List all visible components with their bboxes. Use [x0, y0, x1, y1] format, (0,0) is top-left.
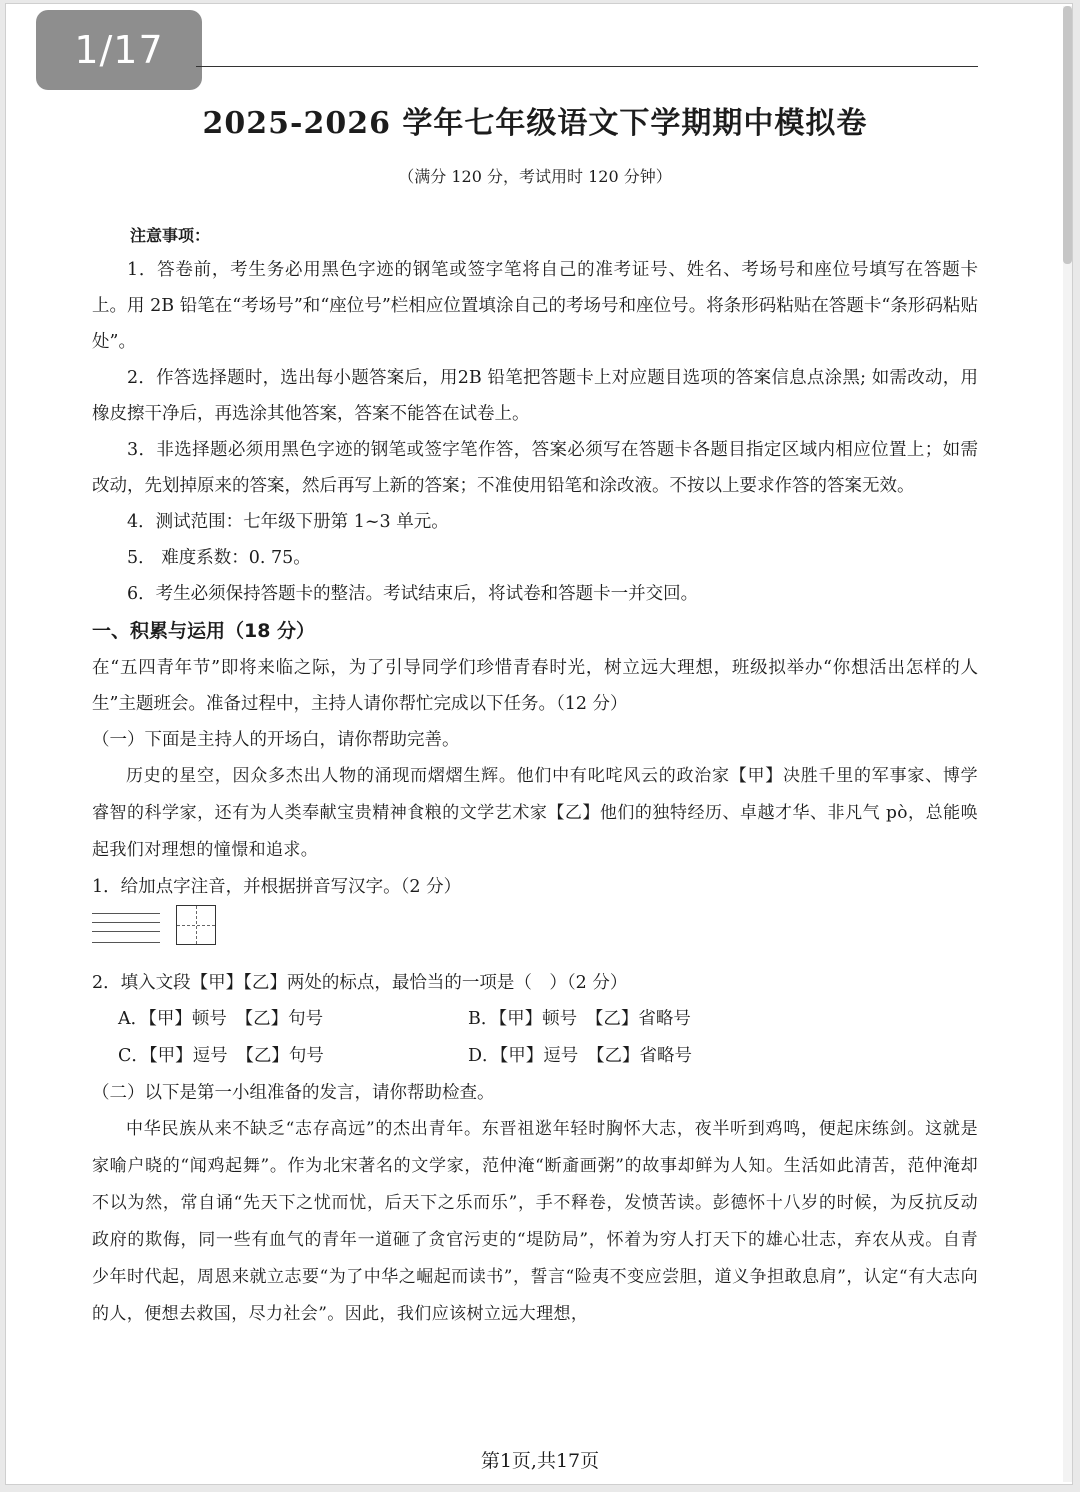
question-1: 1．给加点字注音，并根据拼音写汉字。（2 分） — [92, 877, 462, 897]
part-heading: （一）下面是主持人的开场白，请你帮助完善。 — [92, 730, 460, 750]
document-content — [92, 90, 978, 1333]
note-item: 4．测试范围：七年级下册第 1~3 单元。 — [127, 512, 449, 532]
note-item: 1．答卷前，考生务必用黑色字迹的钢笔或签字笔将自己的准考证号、姓名、考场号和座位号填写在答题卡上。用 2B 铅笔在“考场号”和“座位号”栏相应位置填涂自己的考场号和座位号。将条形码粘贴在答题卡“条形码粘贴处”。 — [92, 260, 978, 352]
header-rule — [196, 66, 978, 67]
answer-blank-row — [92, 905, 978, 965]
question-2: 2．填入文段【甲】【乙】两处的标点，最恰当的一项是（ ）（2 分） — [92, 973, 628, 993]
page-indicator-badge: 1/17 — [36, 10, 202, 90]
vertical-scrollbar-thumb[interactable] — [1063, 6, 1072, 264]
note-item: 5． 难度系数：0. 75。 — [127, 548, 311, 568]
note-item: 6．考生必须保持答题卡的整洁。考试结束后，将试卷和答题卡一并交回。 — [127, 584, 699, 604]
section-intro: 在“五四青年节”即将来临之际，为了引导同学们珍惜青春时光，树立远大理想，班级拟举办“你想活出怎样的人生”主题班会。准备过程中，主持人请你帮忙完成以下任务。（12 分） — [92, 658, 978, 714]
exam-title: 2025-2026 学年七年级语文下学期期中模拟卷 — [202, 106, 868, 141]
option-a: A．【甲】顿号 【乙】句号 — [118, 1009, 324, 1029]
pinyin-writing-lines[interactable] — [92, 913, 160, 943]
options-row — [92, 1038, 978, 1075]
passage-opening: 历史的星空，因众多杰出人物的涌现而熠熠生辉。他们中有叱咤风云的政治家【甲】决胜千里的军事家、博学睿智的科学家，还有为人类奉献宝贵精神食粮的文学艺术家【乙】他们的独特经历、卓越才华、非凡气 pò，总能唤起我们对理想的憧憬和追求。 — [92, 766, 978, 860]
section-heading: 一、积累与运用（18 分） — [92, 620, 316, 642]
note-item: 3．非选择题必须用黑色字迹的钢笔或签字笔作答，答案必须写在答题卡各题目指定区域内相应位置上；如需改动，先划掉原来的答案，然后再写上新的答案；不准使用铅笔和涂改液。不按以上要求作答的答案无效。 — [92, 440, 978, 496]
part-heading: （二）以下是第一小组准备的发言，请你帮助检查。 — [92, 1083, 495, 1103]
notes-heading: 注意事项： — [130, 226, 211, 245]
note-item: 2．作答选择题时，选出每小题答案后，用2B 铅笔把答题卡上对应题目选项的答案信息点涂黑; 如需改动，用橡皮擦干净后，再选涂其他答案，答案不能答在试卷上。 — [92, 368, 978, 424]
passage-speech: 中华民族从来不缺乏“志存高远”的杰出青年。东晋祖逖年轻时胸怀大志，夜半听到鸡鸣，便起床练剑。这就是家喻户晓的“闻鸡起舞”。作为北宋著名的文学家，范仲淹“断齑画粥”的故事却鲜为人知。生活如此清苦，范仲淹却不以为然，常自诵“先天下之忧而忧，后天下之乐而乐”，手不释卷，发愤苦读。彭德怀十八岁的时候，为反抗反动政府的欺侮，同一些有血气的青年一道砸了贪官污吏的“堤防局”，怀着为穷人打天下的雄心壮志，弃农从戎。自青少年时代起，周恩来就立志要“为了中华之崛起而读书”，誓言“险夷不变应尝胆，道义争担敢息肩”，认定“有大志向的人，便想去救国，尽力社会”。因此，我们应该树立远大理想， — [92, 1119, 978, 1324]
option-c: C．【甲】逗号 【乙】句号 — [118, 1046, 324, 1066]
hanzi-writing-box[interactable] — [176, 905, 216, 945]
exam-subtitle: （满分 120 分，考试用时 120 分钟） — [398, 167, 672, 186]
option-b: B．【甲】顿号 【乙】省略号 — [468, 1009, 691, 1029]
options-row — [92, 1001, 978, 1038]
page-footer: 第1页,共17页 — [480, 1450, 600, 1472]
option-d: D．【甲】逗号 【乙】省略号 — [468, 1046, 693, 1066]
